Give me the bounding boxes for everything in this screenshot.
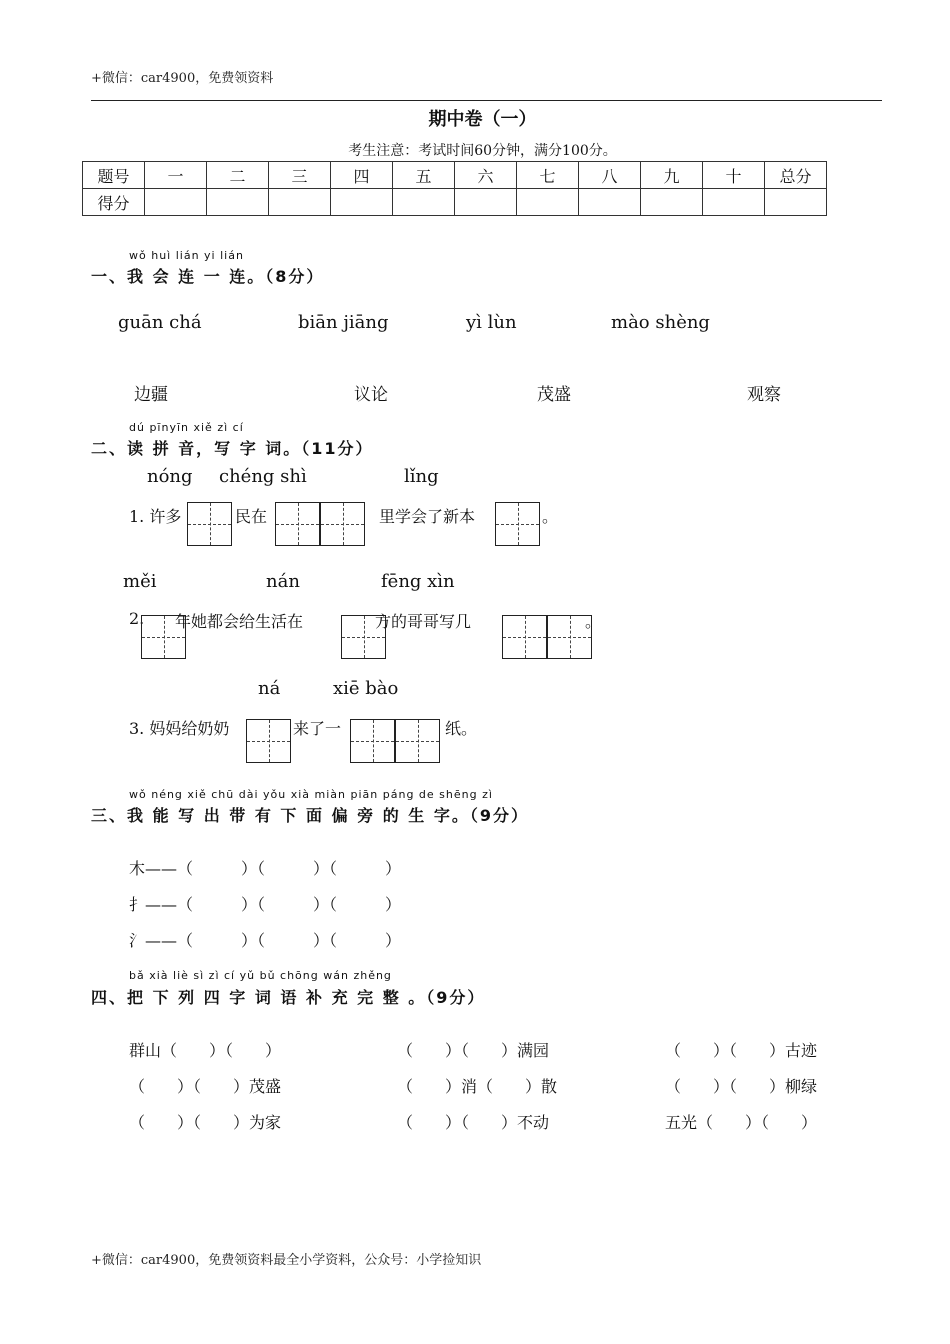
section3-title: 三、我 能 写 出 带 有 下 面 偏 旁 的 生 字。（9分） xyxy=(91,806,529,825)
score-table xyxy=(82,161,827,216)
radical-row-2[interactable]: 扌——（ ）（ ）（ ） xyxy=(129,895,402,914)
match-hanzi-3[interactable]: 茂盛 xyxy=(537,385,571,405)
idiom-blank-3-3[interactable]: 五光（ ）（ ） xyxy=(665,1113,818,1132)
idiom-blank-3-2[interactable]: （ ）（ ）不动 xyxy=(397,1113,550,1132)
exam-notice: 考生注意：考试时间60分钟，满分100分。 xyxy=(348,143,617,159)
idiom-blank-1-3[interactable]: （ ）（ ）古迹 xyxy=(665,1041,818,1060)
q1-text-3: 里学会了新本 xyxy=(379,507,476,526)
score-cell[interactable] xyxy=(765,189,827,216)
score-cell[interactable] xyxy=(641,189,703,216)
writing-grid-box[interactable] xyxy=(275,502,320,546)
score-header-cell: 四 xyxy=(331,162,393,189)
q2-text-2: 年她都会给生活在 xyxy=(175,612,304,631)
score-cell[interactable] xyxy=(579,189,641,216)
score-cell[interactable] xyxy=(269,189,331,216)
q1-pinyin-b: chéng shì xyxy=(219,466,307,487)
score-header-cell: 二 xyxy=(207,162,269,189)
q3-text-2: 来了一 xyxy=(293,719,342,738)
score-header-cell: 三 xyxy=(269,162,331,189)
section2-title: 二、读 拼 音，写 字 词。（11分） xyxy=(91,439,374,458)
idiom-blank-2-1[interactable]: （ ）（ ）茂盛 xyxy=(129,1077,282,1096)
score-header-cell: 六 xyxy=(455,162,517,189)
q2-pinyin-c: fēng xìn xyxy=(381,571,455,592)
q3-pinyin-b: xiē bào xyxy=(333,678,399,699)
writing-grid-box[interactable] xyxy=(495,502,540,546)
writing-grid-box[interactable] xyxy=(395,719,440,763)
q3-pinyin-a: ná xyxy=(258,678,281,699)
match-hanzi-4[interactable]: 观察 xyxy=(747,385,781,405)
section1-title: 一、我 会 连 一 连。（8分） xyxy=(91,267,325,286)
match-hanzi-1[interactable]: 边疆 xyxy=(134,385,168,405)
q3-text-1: 3. 妈妈给奶奶 xyxy=(129,719,230,738)
q2-pinyin-b: nán xyxy=(266,571,300,592)
page-title: 期中卷（一） xyxy=(428,109,537,130)
score-cell[interactable] xyxy=(517,189,579,216)
q2-pinyin-a: měi xyxy=(123,571,157,592)
q1-pinyin-a: nóng xyxy=(147,466,193,487)
score-cell[interactable] xyxy=(455,189,517,216)
score-header-cell: 题号 xyxy=(83,162,145,189)
q2-text-1: 2. xyxy=(129,609,145,628)
score-cell[interactable] xyxy=(207,189,269,216)
match-pinyin-1[interactable]: guān chá xyxy=(118,312,202,333)
writing-grid-box[interactable] xyxy=(350,719,395,763)
header-note: +微信：car4900，免费领资料 xyxy=(91,71,274,86)
score-cell[interactable] xyxy=(331,189,393,216)
match-pinyin-2[interactable]: biān jiāng xyxy=(298,312,389,333)
score-row-label: 得分 xyxy=(83,189,145,216)
section2-pinyin: dú pīnyīn xiě zì cí xyxy=(129,421,244,434)
score-header-cell: 八 xyxy=(579,162,641,189)
q2-text-3: 方的哥哥写几 xyxy=(375,612,472,631)
score-header-cell: 七 xyxy=(517,162,579,189)
score-table-header-row xyxy=(83,162,827,189)
score-header-cell: 五 xyxy=(393,162,455,189)
q1-text-4: 。 xyxy=(542,507,559,526)
footer-note: +微信：car4900，免费领资料最全小学资料，公众号：小学捡知识 xyxy=(91,1253,482,1268)
match-pinyin-4[interactable]: mào shèng xyxy=(611,312,710,333)
q1-pinyin-c: lǐng xyxy=(404,466,439,487)
q2-text-4: 。 xyxy=(585,612,602,631)
q1-text-2: 民在 xyxy=(235,507,268,526)
score-table-score-row xyxy=(83,189,827,216)
radical-row-1[interactable]: 木——（ ）（ ）（ ） xyxy=(129,859,402,878)
idiom-blank-2-2[interactable]: （ ）消（ ）散 xyxy=(397,1077,558,1096)
header-rule xyxy=(91,100,882,101)
idiom-blank-2-3[interactable]: （ ）（ ）柳绿 xyxy=(665,1077,818,1096)
score-header-cell: 十 xyxy=(703,162,765,189)
score-cell[interactable] xyxy=(703,189,765,216)
idiom-blank-3-1[interactable]: （ ）（ ）为家 xyxy=(129,1113,282,1132)
section1-pinyin: wǒ huì lián yi lián xyxy=(129,249,244,262)
writing-grid-box[interactable] xyxy=(320,502,365,546)
section3-pinyin: wǒ néng xiě chū dài yǒu xià miàn piān páng de shēng zì xyxy=(129,788,493,801)
writing-grid-box[interactable] xyxy=(187,502,232,546)
score-header-cell: 一 xyxy=(145,162,207,189)
score-header-cell: 总分 xyxy=(765,162,827,189)
match-hanzi-2[interactable]: 议论 xyxy=(354,385,388,405)
section4-title: 四、把 下 列 四 字 词 语 补 充 完 整 。（9分） xyxy=(91,988,486,1007)
q1-text-1: 1. 许多 xyxy=(129,507,182,526)
idiom-blank-1-2[interactable]: （ ）（ ）满园 xyxy=(397,1041,550,1060)
score-header-cell: 九 xyxy=(641,162,703,189)
idiom-blank-1-1[interactable]: 群山（ ）（ ） xyxy=(129,1041,282,1060)
match-pinyin-3[interactable]: yì lùn xyxy=(466,312,517,333)
writing-grid-box[interactable] xyxy=(246,719,291,763)
score-cell[interactable] xyxy=(393,189,455,216)
section4-pinyin: bǎ xià liè sì zì cí yǔ bǔ chōng wán zhěng xyxy=(129,969,392,982)
radical-row-3[interactable]: 氵——（ ）（ ）（ ） xyxy=(129,931,402,950)
writing-grid-box[interactable] xyxy=(502,615,547,659)
q3-text-3: 纸。 xyxy=(445,719,478,738)
score-cell[interactable] xyxy=(145,189,207,216)
